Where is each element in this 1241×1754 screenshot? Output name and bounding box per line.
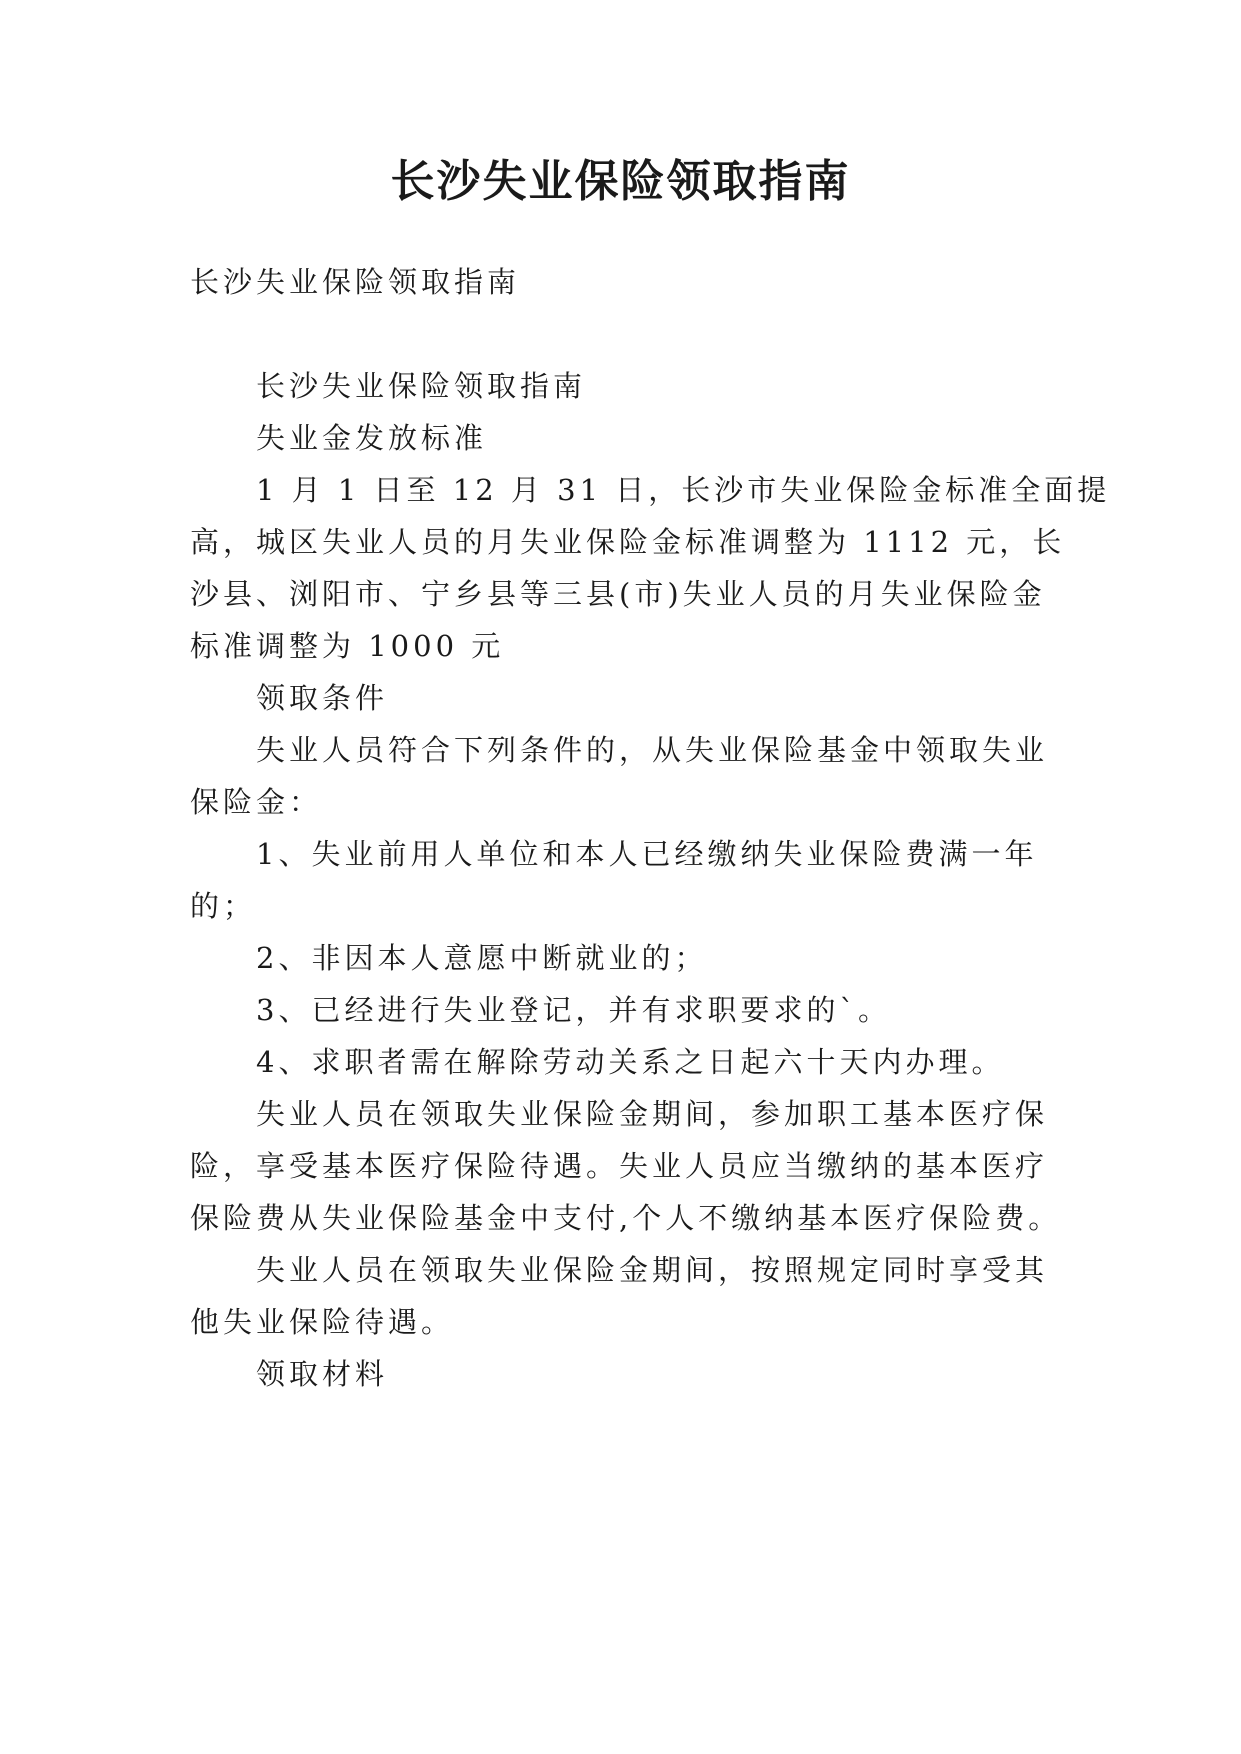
section-heading: 领取材料 [256, 1357, 389, 1391]
list-item: 4、求职者需在解除劳动关系之日起六十天内办理。 [256, 1045, 1005, 1079]
section-heading: 领取条件 [256, 681, 389, 715]
paragraph-line: 失业人员符合下列条件的，从失业保险基金中领取失业 [256, 733, 1049, 767]
paragraph-line: 高，城区失业人员的月失业保险金标准调整为 1112 元，长 [190, 525, 1066, 559]
paragraph-line: 失业人员在领取失业保险金期间，参加职工基本医疗保 [256, 1097, 1049, 1131]
paragraph-line: 保险费从失业保险基金中支付,个人不缴纳基本医疗保险费。 [190, 1201, 1062, 1235]
section-heading: 失业金发放标准 [256, 421, 488, 455]
document-subtitle: 长沙失业保险领取指南 [190, 265, 521, 299]
paragraph-line: 险，享受基本医疗保险待遇。失业人员应当缴纳的基本医疗 [190, 1149, 1049, 1183]
list-item: 3、已经进行失业登记，并有求职要求的`。 [256, 993, 891, 1027]
list-item: 2、非因本人意愿中断就业的； [256, 941, 708, 975]
paragraph-line: 保险金： [190, 785, 323, 819]
paragraph-line: 他失业保险待遇。 [190, 1305, 455, 1339]
paragraph-line: 失业人员在领取失业保险金期间，按照规定同时享受其 [256, 1253, 1049, 1287]
paragraph-line: 标准调整为 1000 元 [190, 629, 505, 663]
document-title: 长沙失业保险领取指南 [390, 156, 851, 207]
paragraph-line: 沙县、浏阳市、宁乡县等三县(市)失业人员的月失业保险金 [190, 577, 1046, 611]
section-heading: 长沙失业保险领取指南 [256, 369, 587, 403]
list-item: 1、失业前用人单位和本人已经缴纳失业保险费满一年 [256, 837, 1038, 871]
list-item: 的； [190, 889, 257, 923]
paragraph-line: 1 月 1 日至 12 月 31 日，长沙市失业保险金标准全面提 [256, 473, 1111, 507]
